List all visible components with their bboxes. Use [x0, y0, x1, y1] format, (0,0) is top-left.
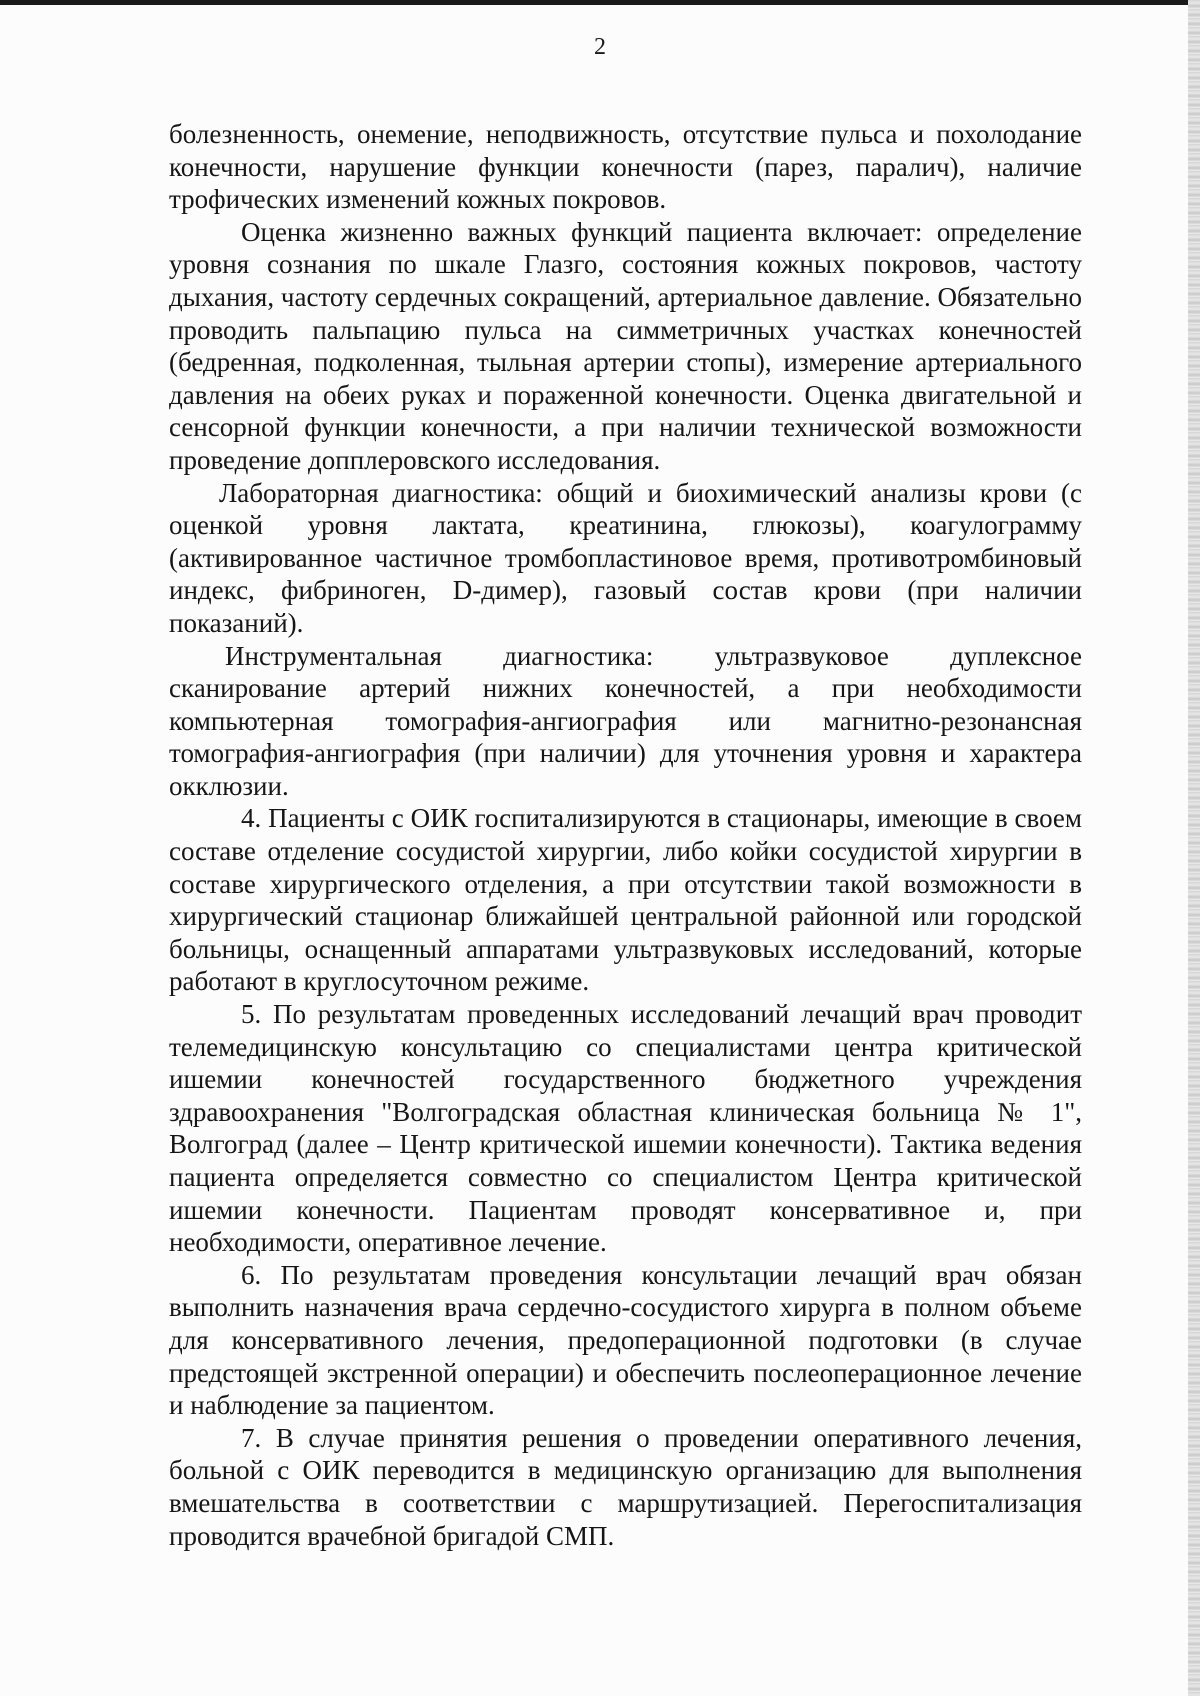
paragraph-instrumental-diagnostics: Инструментальная диагностика: ультразвуковое дуплексное сканирование артерий нижних конечностей, а при необходимости компьютерная томография-ангиография или магнитно-резонансная томография-ангиография (при наличии) для уточнения уровня и характера окклюзии.	[169, 640, 1082, 801]
scan-right-edge	[1188, 0, 1200, 1696]
paragraph-item-7: 7. В случае принятия решения о проведении оперативного лечения, больной с ОИК переводится в медицинскую организацию для выполнения вмешательства в соответствии с маршрутизацией. Перегоспитализация проводится врачебной бригадой СМП.	[169, 1422, 1082, 1551]
page-number: 2	[594, 34, 606, 60]
document-body	[169, 118, 1082, 1552]
paragraph-item-6: 6. По результатам проведения консультации лечащий врач обязан выполнить назначения врача сердечно-сосудистого хирурга в полном объеме для консервативного лечения, предоперационной подготовки (в случае предстоящей экстренной операции) и обеспечить послеоперационное лечение и наблюдение за пациентом.	[169, 1259, 1082, 1421]
paragraph-item-5: 5. По результатам проведенных исследований лечащий врач проводит телемедицинскую консультацию со специалистами центра критической ишемии конечностей государственного бюджетного учреждения здравоохранения "Волгоградская областная клиническая больница № 1", Волгоград (далее – Центр критической ишемии конечности). Тактика ведения пациента определяется совместно со специалистом Центра критической ишемии конечности. Пациентам проводят консервативное и, при необходимости, оперативное лечение.	[169, 999, 1082, 1258]
scan-top-edge	[0, 0, 1200, 5]
paragraph-item-4: 4. Пациенты с ОИК госпитализируются в стационары, имеющие в своем составе отделение сосудистой хирургии, либо койки сосудистой хирургии в составе хирургического отделения, а при отсутствии такой возможности в хирургический стационар ближайшей центральной районной или городской больницы, оснащенный аппаратами ультразвуковых исследований, которые работают в круглосуточном режиме.	[169, 803, 1082, 997]
paragraph-vital-functions: Оценка жизненно важных функций пациента включает: определение уровня сознания по шкале Глазго, состояния кожных покровов, частоту дыхания, частоту сердечных сокращений, артериальное давление. Обязательно проводить пальпацию пульса на симметричных участках конечностей (бедренная, подколенная, тыльная артерии стопы), измерение артериального давления на обеих руках и пораженной конечности. Оценка двигательной и сенсорной функции конечности, а при наличии технической возможности проведение допплеровского исследования.	[169, 216, 1082, 475]
paragraph-symptoms: болезненность, онемение, неподвижность, отсутствие пульса и похолодание конечности, нарушение функции конечности (парез, паралич), наличие трофических изменений кожных покровов.	[169, 119, 1082, 215]
paragraph-lab-diagnostics: Лабораторная диагностика: общий и биохимический анализы крови (с оценкой уровня лактата, креатинина, глюкозы), коагулограмму (активированное частичное тромбопластиновое время, противотромбиновый индекс, фибриноген, D-димер), газовый состав крови (при наличии показаний).	[169, 477, 1082, 638]
